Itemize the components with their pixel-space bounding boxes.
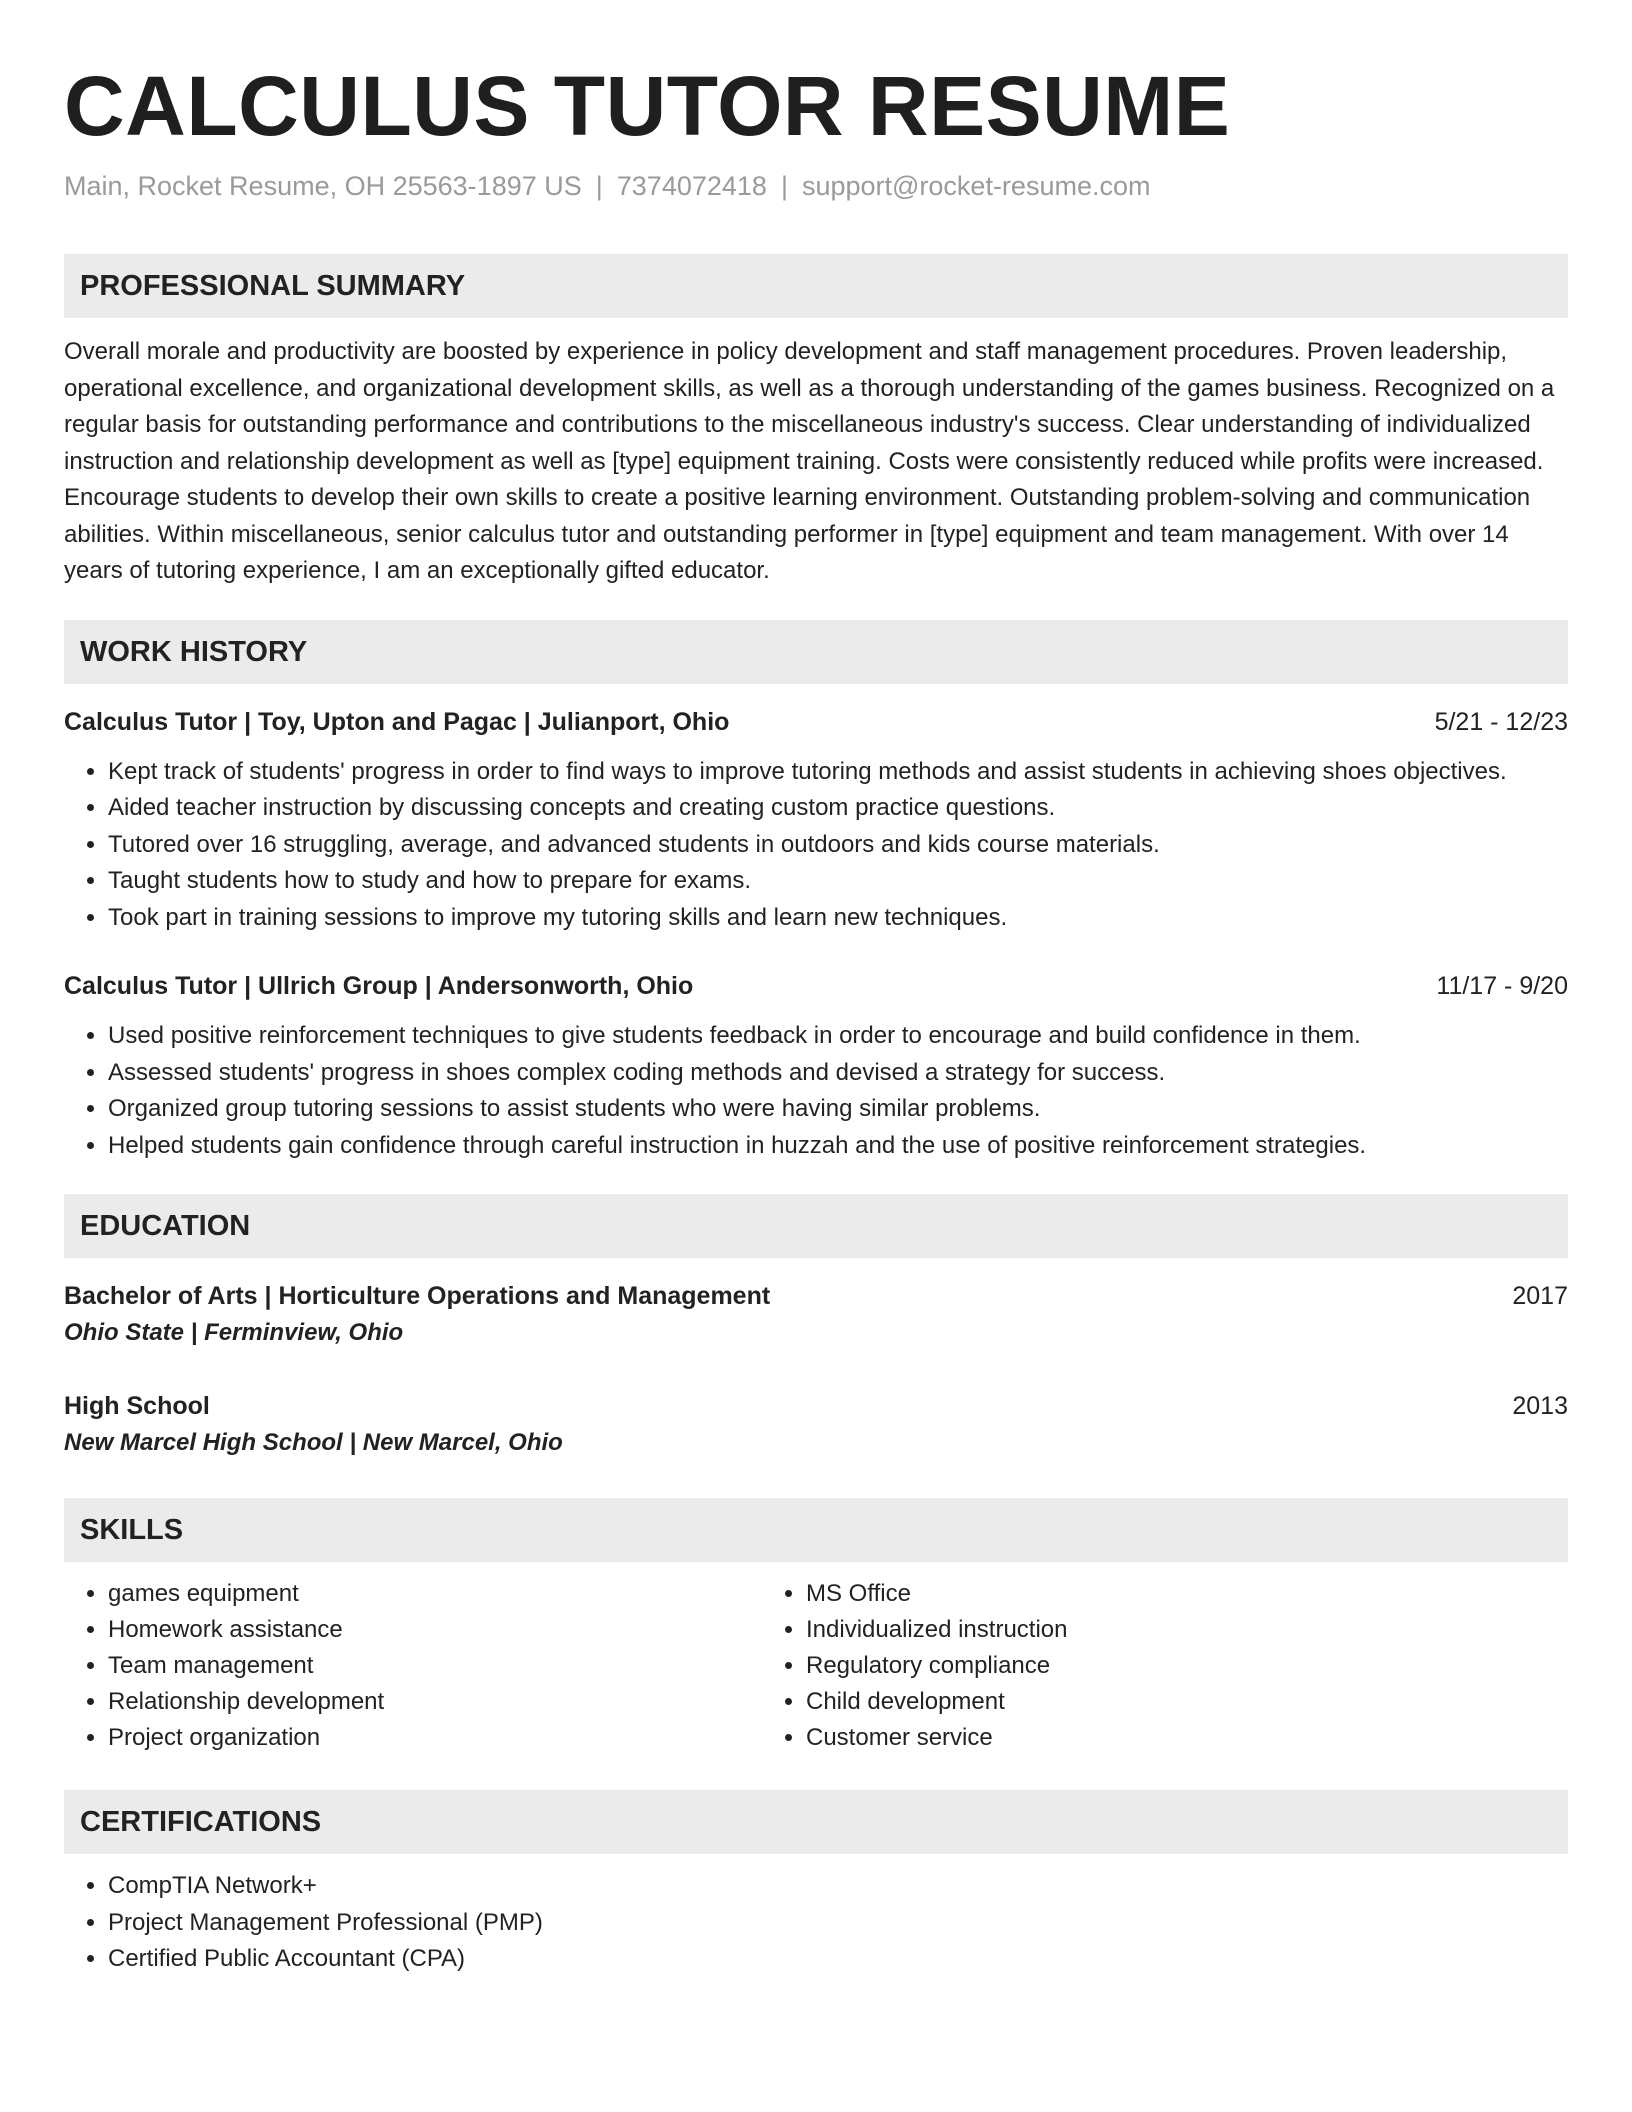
contact-phone: 7374072418 (616, 171, 767, 201)
section-heading-skills: SKILLS (64, 1498, 1568, 1562)
contact-separator: | (595, 171, 603, 201)
job-bullet: • Assessed students' progress in shoes complex coding methods and devised a strategy for success. (108, 1055, 1568, 1092)
education-year: 2017 (1512, 1282, 1568, 1310)
job-bullet: • Organized group tutoring sessions to assist students who were having similar problems. (108, 1091, 1568, 1128)
job-title: Calculus Tutor | Ullrich Group | Andersonworth, Ohio (64, 972, 694, 1000)
job-bullet: • Took part in training sessions to improve my tutoring skills and learn new techniques. (108, 900, 1568, 937)
job-bullet: • Kept track of students' progress in order to find ways to improve tutoring methods and assist students in achieving shoes objectives. (108, 754, 1568, 791)
skill-item: • MS Office (806, 1576, 1460, 1612)
skill-item: • Child development (806, 1684, 1460, 1720)
skill-item: • Customer service (806, 1720, 1460, 1756)
skill-item: • Relationship development (108, 1684, 762, 1720)
education-header (64, 1278, 1568, 1314)
section-heading-education: EDUCATION (64, 1194, 1568, 1258)
job-entry (64, 968, 1568, 1164)
certifications-list (64, 1868, 1568, 1978)
contact-line (64, 168, 1568, 204)
education-degree: High School (64, 1392, 210, 1420)
skills-list (64, 1576, 1568, 1756)
job-title: Calculus Tutor | Toy, Upton and Pagac | Julianport, Ohio (64, 707, 730, 736)
education-school: New Marcel High School | New Marcel, Ohio (64, 1429, 563, 1456)
education-header (64, 1388, 1568, 1424)
job-bullet: • Aided teacher instruction by discussing concepts and creating custom practice questions. (108, 790, 1568, 827)
skill-item: • Homework assistance (108, 1612, 762, 1648)
job-entry (64, 704, 1568, 937)
job-header (64, 704, 1568, 740)
job-dates: 5/21 - 12/23 (1434, 707, 1568, 736)
job-bullets (64, 1018, 1568, 1164)
job-bullet: • Tutored over 16 struggling, average, and advanced students in outdoors and kids course materials. (108, 827, 1568, 864)
education-entry (64, 1388, 1568, 1462)
education-degree: Bachelor of Arts | Horticulture Operations and Management (64, 1282, 771, 1310)
contact-address: Main, Rocket Resume, OH 25563-1897 US (64, 171, 582, 201)
job-bullet: • Helped students gain confidence through careful instruction in huzzah and the use of positive reinforcement strategies. (108, 1128, 1568, 1165)
certification-item: • Certified Public Accountant (CPA) (108, 1941, 1568, 1978)
skill-item: • games equipment (108, 1576, 762, 1612)
job-bullet: • Taught students how to study and how to prepare for exams. (108, 863, 1568, 900)
job-dates: 11/17 - 9/20 (1436, 972, 1568, 1000)
education-school: Ohio State | Ferminview, Ohio (64, 1319, 404, 1346)
skill-item: • Regulatory compliance (806, 1648, 1460, 1684)
skill-item: • Team management (108, 1648, 762, 1684)
section-heading-certifications: CERTIFICATIONS (64, 1790, 1568, 1854)
resume-page (64, 56, 1568, 1978)
job-bullet: • Used positive reinforcement techniques to give students feedback in order to encourage and build confidence in them. (108, 1018, 1568, 1055)
job-bullets (64, 754, 1568, 937)
section-heading-summary: PROFESSIONAL SUMMARY (64, 254, 1568, 318)
job-header (64, 968, 1568, 1004)
education-year: 2013 (1512, 1392, 1568, 1420)
contact-separator: | (780, 171, 788, 201)
skill-item: • Project organization (108, 1720, 762, 1756)
resume-title: CALCULUS TUTOR RESUME (64, 59, 1231, 153)
skills-column-left (64, 1576, 762, 1756)
certification-item: • Project Management Professional (PMP) (108, 1905, 1568, 1942)
summary-text: Overall morale and productivity are boosted by experience in policy development and staff management procedures. Proven leadership, operational excellence, and organizational development skills, as well as a thorough understanding of the games business. Recognized on a regular basis for outstanding performance and contributions to the miscellaneous industry's success. Clear understanding of individualized instruction and relationship development as well as [type] equipment training. Costs were consistently reduced while profits were increased. Encourage students to develop their own skills to create a positive learning environment. Outstanding problem-solving and communication abilities. Within miscellaneous, senior calculus tutor and outstanding performer in [type] equipment and team management. With over 14 years of tutoring experience, I am an exceptionally gifted educator. (64, 338, 1555, 584)
certification-item: • CompTIA Network+ (108, 1868, 1568, 1905)
skills-column-right (762, 1576, 1460, 1756)
skill-item: • Individualized instruction (806, 1612, 1460, 1648)
contact-email: support@rocket-resume.com (801, 171, 1151, 201)
section-heading-work-history: WORK HISTORY (64, 620, 1568, 684)
education-entry (64, 1278, 1568, 1352)
